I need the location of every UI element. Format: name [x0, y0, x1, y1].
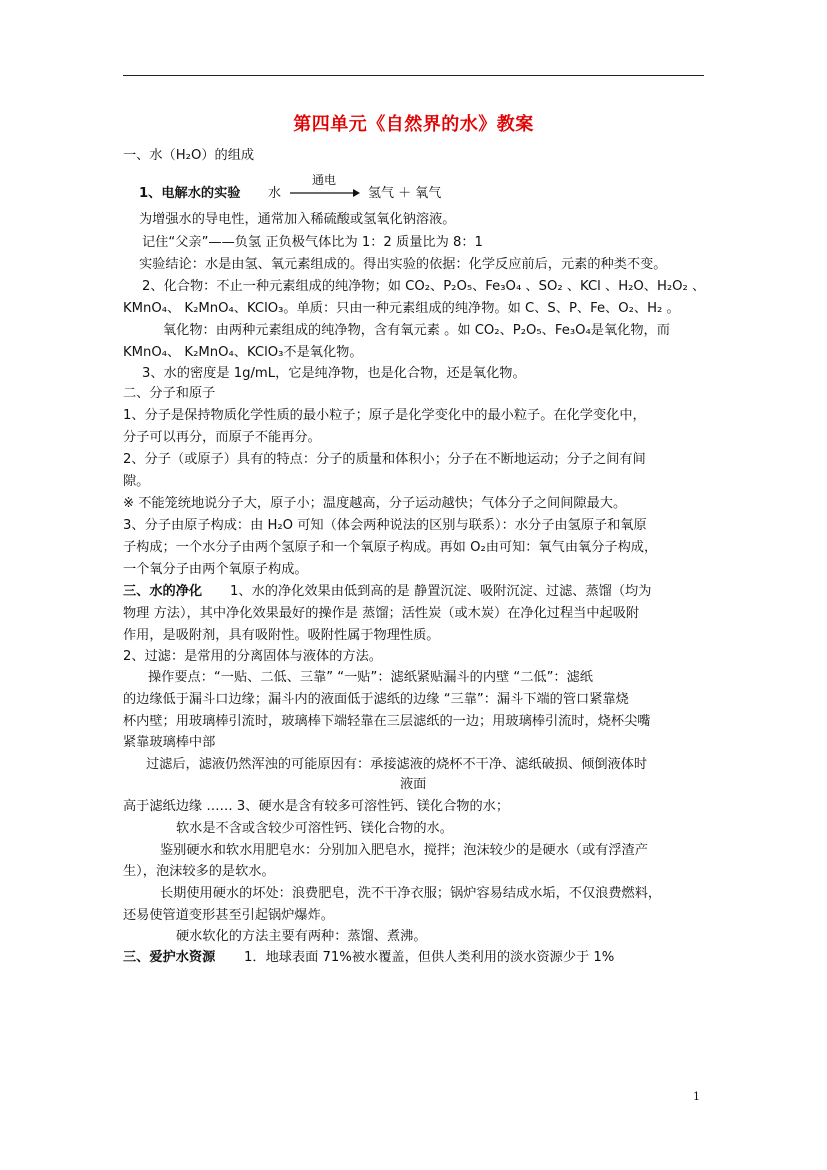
text-line: 的边缘低于漏斗口边缘；漏斗内的液面低于滤纸的边缘 “三靠”：漏斗下端的管口紧靠烧 [123, 692, 629, 707]
text-line: 杯内壁；用玻璃棒引流时，玻璃棒下端轻靠在三层滤纸的一边；用玻璃棒引流时，烧杯尖嘴 [123, 714, 651, 729]
text-line: 紧靠玻璃棒中部 [123, 735, 216, 750]
text-line: 过滤后，滤液仍然浑浊的可能原因有：承接滤液的烧杯不干净、滤纸破损、倾倒液体时 [146, 757, 648, 772]
section-heading-3: 三、水的净化 [123, 584, 203, 599]
text-line: 隙。 [123, 474, 150, 489]
page-title: 第四单元《自然界的水》教案 [293, 114, 534, 135]
section-heading-4: 三、爱护水资源 [123, 950, 216, 965]
text-line: 软水是不含或含较少可溶性钙、镁化合物的水。 [176, 821, 453, 836]
text-line: 鉴别硬水和软水用肥皂水：分别加入肥皂水，搅拌；泡沫较少的是硬水（或有浮渣产 [160, 843, 648, 858]
text-line: 1、水的净化效果由低到高的是 静置沉淀、吸附沉淀、过滤、蒸馏（均为 [230, 584, 652, 599]
text-line: 2、化合物：不止一种元素组成的纯净物；如 CO₂、P₂O₅、Fe₃O₄ 、SO₂ 、KCl 、H₂O、H₂O₂ 、 [142, 279, 706, 294]
text-line: 还易使管道变形甚至引起锅炉爆炸。 [123, 908, 334, 923]
text-line: KMnO₄、 K₂MnO₄、KClO₃不是氧化物。 [123, 345, 363, 360]
electrolysis-equation [268, 171, 468, 205]
section-heading-2: 二、分子和原子 [123, 386, 216, 401]
condition-label: 通电 [312, 173, 337, 187]
text-line: 一个氧分子由两个氧原子构成。 [123, 562, 308, 577]
page-number: 1 [693, 1090, 700, 1103]
text-line: 硬水软化的方法主要有两种：蒸馏、煮沸。 [176, 929, 427, 944]
text-line: 液面 [400, 777, 427, 792]
text-line: 操作要点：“一贴、二低、三靠” “一贴”：滤纸紧贴漏斗的内壁 “二低”：滤纸 [148, 670, 593, 685]
text-line: 实验结论：水是由氢、氧元素组成的。得出实验的依据：化学反应前后，元素的种类不变。 [139, 257, 667, 272]
text-line: 高于滤纸边缘 …… 3、硬水是含有较多可溶性钙、镁化合物的水； [123, 799, 510, 814]
products-label: 氢气 ＋ 氧气 [368, 186, 442, 201]
text-line: 记住“父亲”——负氢 正负极气体比为 1：2 质量比为 8：1 [142, 235, 483, 250]
header-rule [123, 75, 704, 76]
text-line: 作用，是吸附剂，具有吸附性。吸附性属于物理性质。 [123, 628, 440, 643]
text-line: 生），泡沫较多的是软水。 [123, 864, 275, 879]
text-line: 子构成；一个水分子由两个氢原子和一个氧原子构成。再如 O₂由可知：氧气由氧分子构成， [123, 540, 658, 555]
text-line: ※ 不能笼统地说分子大，原子小；温度越高，分子运动越快；气体分子之间间隙最大。 [123, 496, 627, 511]
subheading-electrolysis: 1、电解水的实验 [139, 186, 241, 201]
text-line: KMnO₄、 K₂MnO₄、KClO₃。单质：只由一种元素组成的纯净物。如 C、S、P、Fe、O₂、H₂ 。 [123, 301, 680, 316]
text-line: 物理 方法），其中净化效果最好的操作是 蒸馏；活性炭（或木炭）在净化过程当中起吸附 [123, 606, 640, 621]
text-line: 1、分子是保持物质化学性质的最小粒子；原子是化学变化中的最小粒子。在化学变化中， [123, 408, 646, 423]
reaction-arrow-icon [290, 188, 360, 198]
text-line: 3、分子由原子构成：由 H₂O 可知（体会两种说法的区别与联系）：水分子由氢原子和氧原 [123, 518, 647, 533]
text-line: 为增强水的导电性，通常加入稀硫酸或氢氧化钠溶液。 [139, 212, 456, 227]
section-heading-1: 一、水（H₂O）的组成 [123, 148, 255, 163]
text-line: 长期使用硬水的坏处：浪费肥皂，洗不干净衣服；锅炉容易结成水垢，不仅浪费燃料， [160, 886, 662, 901]
text-line: 3、水的密度是 1g/mL，它是纯净物，也是化合物，还是氧化物。 [142, 366, 526, 381]
text-line: 2、过滤：是常用的分离固体与液体的方法。 [123, 649, 382, 664]
text-line: 氧化物：由两种元素组成的纯净物，含有氧元素 。如 CO₂、P₂O₅、Fe₃O₄是氧化物，而 [163, 323, 670, 338]
reactant-water: 水 [268, 186, 282, 201]
text-line: 2、分子（或原子）具有的特点：分子的质量和体积小；分子在不断地运动；分子之间有间 [123, 452, 646, 467]
text-line: 分子可以再分，而原子不能再分。 [123, 430, 321, 445]
text-line: 1．地球表面 71%被水覆盖，但供人类利用的淡水资源少于 1% [244, 950, 615, 965]
